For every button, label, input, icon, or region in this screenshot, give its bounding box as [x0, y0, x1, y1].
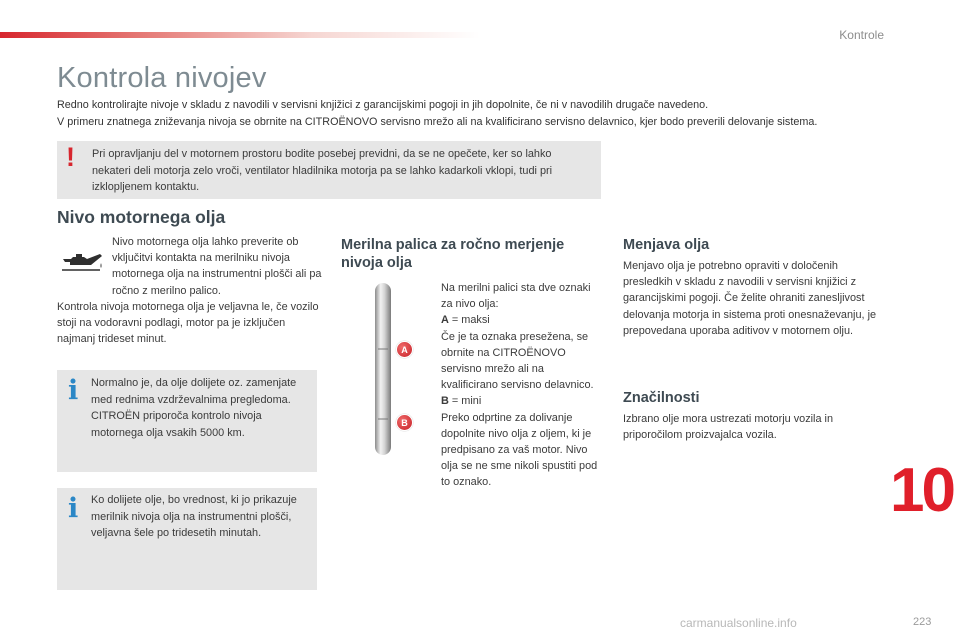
section-label: Kontrole: [839, 28, 884, 42]
dipstick-illustration: [372, 283, 394, 455]
info-text-1: Normalno je, da olje dolijete oz. zamenjate med rednima vzdrževalnima pregledoma. CITROËN priporoča kontrolo nivoja motornega olja vsakih 5000 km.: [91, 377, 297, 439]
dipstick-a-value: = maksi: [448, 314, 490, 327]
page-number: 223: [913, 616, 932, 628]
marker-b-badge: B: [396, 414, 413, 431]
oil-level-text: Kontrola nivoja motornega olja je veljavna le, če vozilo stoji na vodoravni podlagi, motor pa je izključen najmanj trideset minut.: [57, 301, 319, 346]
dipstick-b-line: [441, 393, 603, 409]
info-icon: i: [68, 493, 79, 524]
dipstick-a-desc: Če je ta oznaka presežena, se obrnite na CITROËNOVO servisno mrežo ali na kvalificirano servisno delavnico.: [441, 330, 594, 392]
dipstick-b-desc: Preko odprtine za dolivanje dopolnite nivo olja z oljem, ki je predpisano za vaš motor. Nivo olja se ne sme nikoli spustiti pod to oznako.: [441, 411, 598, 489]
chapter-number: 10: [890, 456, 953, 525]
marker-a-badge: A: [396, 341, 413, 358]
dipstick-a-label: A: [441, 314, 449, 327]
warning-text: Pri opravljanju del v motornem prostoru bodite posebej previdni, da se ne opečete, ker so lahko nekateri deli motorja zelo vroči, ventilator hladilnika motorja pa se lahko kadarkoli vklopi, tudi pri izklopljenem kontaktu.: [92, 148, 553, 193]
oil-can-icon: [60, 250, 104, 274]
dipstick-b-value: = mini: [448, 395, 482, 408]
info-text-2: Ko dolijete olje, bo vrednost, ki jo prikazuje merilnik nivoja olja na instrumentni plošči, veljavna šele po tridesetih minutah.: [91, 494, 297, 539]
dipstick-heading: Merilna palica za ročno merjenje nivoja olja: [341, 237, 565, 271]
intro-text: [57, 97, 937, 131]
oil-icon-text: Nivo motornega olja lahko preverite ob vključitvi kontakta na merilniku nivoja motornega olja na instrumentni plošči ali pa ročno z merilno palico.: [112, 236, 322, 297]
oil-level-heading: Nivo motornega olja: [57, 207, 226, 227]
intro-line-2: V primeru znatnega zniževanja nivoja se obrnite na CITROËNOVO servisno mrežo ali na kvalificirano servisno delavnico, kjer bodo preverili delovanje sistema.: [57, 116, 818, 128]
info-icon: i: [68, 375, 79, 406]
dipstick-b-label: B: [441, 395, 449, 408]
specs-heading: Značilnosti: [623, 390, 700, 406]
dipstick-text: [441, 280, 603, 491]
dipstick-intro: Na merilni palici sta dve oznaki za nivo olja:: [441, 282, 591, 311]
intro-line-1: Redno kontrolirajte nivoje v skladu z navodili v servisni knjižici z garancijskimi pogoji in jih dopolnite, če ni v navodilih drugače navedeno.: [57, 99, 709, 111]
page-title: Kontrola nivojev: [57, 62, 267, 94]
specs-text: Izbrano olje mora ustrezati motorju vozila in priporočilom proizvajalca vozila.: [623, 413, 834, 442]
oil-change-text: Menjavo olja je potrebno opraviti v določenih presledkih v skladu z navodili v servisni knjižici z garancijskimi pogoji. Če želite ohraniti zanesljivost delovanja motorja in sistema proti onesnaževanju, je prepovedana uporaba aditivov v motornem olju.: [623, 260, 877, 337]
warning-icon: !: [66, 142, 75, 172]
header-accent-bar: [0, 32, 480, 38]
oil-change-heading: Menjava olja: [623, 237, 710, 253]
watermark: carmanualsonline.info: [680, 616, 797, 630]
dipstick-a-line: [441, 312, 603, 328]
